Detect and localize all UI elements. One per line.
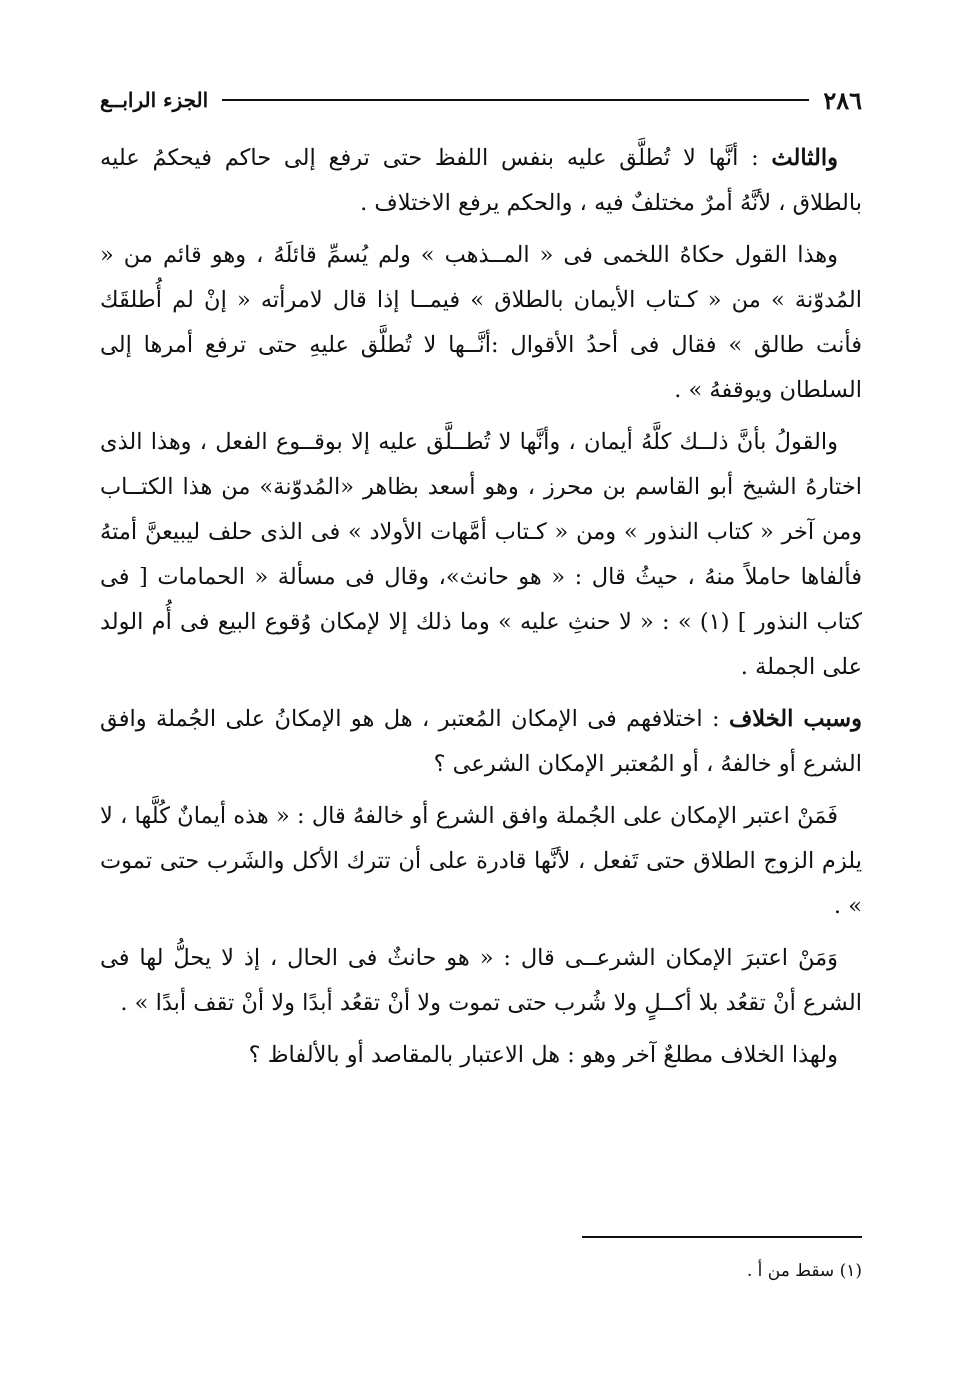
volume-title: الجزء الرابــع	[100, 88, 209, 112]
paragraph-text: وَمَنْ اعتبرَ الإمكان الشرعــى قال : « هو حانثٌ فى الحال ، إذ لا يحلُّ لها فى الشرع أنْ تقعُد بلا أكــلٍ ولا شُرب حتى تموت ولا أنْ تقعُد أبدًا ولا أنْ تقف أبدًا » .	[100, 945, 862, 1016]
paragraph-text: فَمَنْ اعتبر الإمكان على الجُملة وافق الشرع أو خالفهُ قال : « هذه أيمانٌ كُلَّها ، لا يلزم الزوج الطلاق حتى تَفعل ، لأنَّها قادرة على أن تترك الأكل والشَرب حتى تموت » .	[100, 803, 862, 919]
paragraph-intentions	[100, 1033, 862, 1078]
paragraph-third-opinion	[100, 136, 862, 226]
paragraph-oaths	[100, 420, 862, 690]
paragraph-general-possibility	[100, 794, 862, 929]
paragraph-lakhmi	[100, 233, 862, 413]
paragraph-lead: وسبب الخلاف	[728, 706, 862, 732]
paragraph-text: والقولُ بأنَّ ذلــك كلَّهُ أيمان ، وأنَّها لا تُطــلَّق عليه إلا بوقــوع الفعل ، وهذا الذى اختارهُ الشيخ أبو القاسم بن محرز ، وهو أسعد بظاهر «المُدوّنة» من هذا الكتــاب ومن آخر « كتاب النذور » ومن « كـتاب أمَّهات الأولاد » فى الذى حلف ليبيعنَّ أمتهُ فألفاها حاملاً منهُ ، حيثُ قال : « هو حانث»، وقال فى مسألة « الحمامات [ فى كتاب النذور ] (١) » : « لا حنثِ عليه » وما ذلك إلا لإمكان وُقوع البيع فى أُم الولد على الجملة .	[100, 429, 862, 680]
paragraph-text: : أنَّها لا تُطلَّق عليه بنفس اللفظ حتى ترفع إلى حاكم فيحكمُ عليه بالطلاق ، لأنَّهُ أمرٌ مختلفٌ فيه ، والحكم يرفع الاختلاف .	[100, 145, 862, 216]
page-number: ٢٨٦	[823, 85, 862, 115]
body-text	[100, 136, 862, 1085]
footnote: (١) سقط من أ .	[746, 1261, 862, 1281]
header-rule	[222, 99, 809, 101]
paragraph-text: وهذا القول حكاهُ اللخمى فى « المــذهب » ولم يُسمِّ قائلَهُ ، وهو قائم من « المُدوّنة » من « كـتاب الأيمان بالطلاق » فيمــا إذا قال لامرأته « إنْ لم أُطلقَك فأنت طالق » فقال فى أحدُ الأقوال :أنَّــها لا تُطلَّق عليهِ حتى ترفع أمرها إلى السلطان ويوقفهُ » .	[100, 242, 862, 403]
paragraph-legal-possibility	[100, 936, 862, 1026]
paragraph-text: ولهذا الخلاف مطلعٌ آخر وهو : هل الاعتبار بالمقاصد أو بالألفاظ ؟	[248, 1042, 838, 1068]
paragraph-text: : اختلافهم فى الإمكان المُعتبر ، هل هو الإمكانُ على الجُملة وافق الشرع أو خالفهُ ، أو المُعتبر الإمكان الشرعى ؟	[100, 706, 862, 777]
running-header	[100, 84, 862, 116]
paragraph-lead: والثالث	[771, 145, 838, 171]
footnote-rule	[582, 1236, 862, 1238]
paragraph-cause-of-disagreement	[100, 697, 862, 787]
